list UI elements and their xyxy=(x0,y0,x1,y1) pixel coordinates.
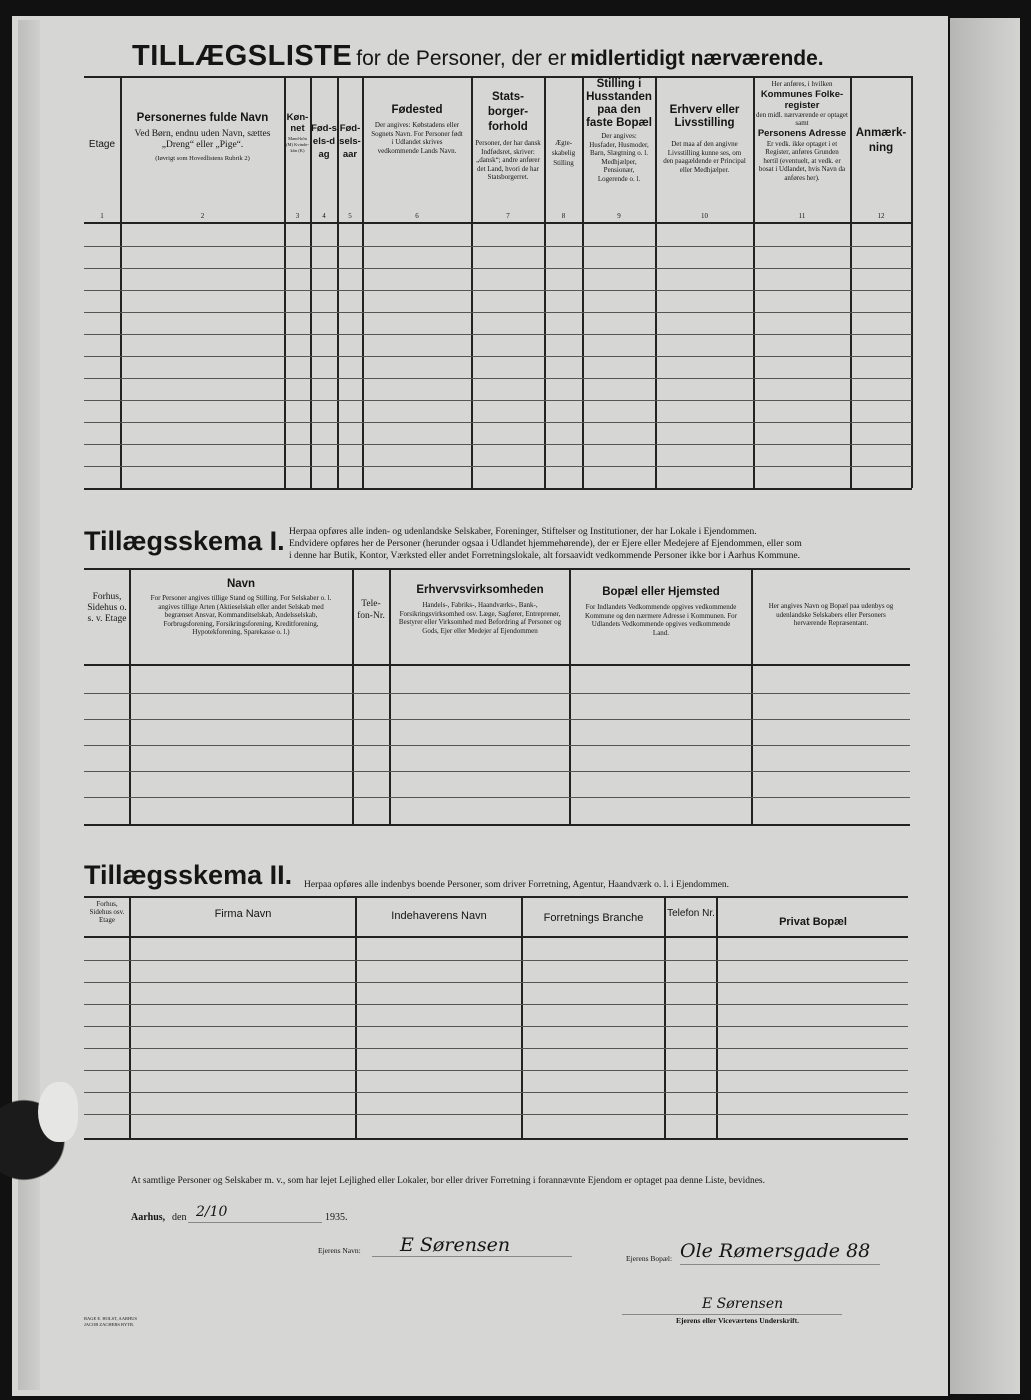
col-number: 7 xyxy=(506,212,510,220)
signature-label: Ejerens eller Viceværtens Underskrift. xyxy=(676,1316,800,1325)
table-row xyxy=(84,797,910,798)
fingertip xyxy=(38,1082,78,1142)
skema1-intro-line: i denne har Butik, Kontor, Værksted eller andet Forretningslokale, alt forsaavidt vedkommende Personer ikke bor i Aarhus Kommune. xyxy=(289,551,801,561)
table-row xyxy=(84,356,912,357)
col-number: 3 xyxy=(295,212,300,220)
skema1-header-rule xyxy=(84,664,910,666)
skema2-col-etage: Forhus, Sidehus osv. Etage xyxy=(89,900,125,924)
table-row xyxy=(84,693,910,694)
col-number: 1 xyxy=(100,212,104,220)
skema2-top-rule xyxy=(84,896,908,898)
col-header-aegteskabelig: Ægte-skabelig Stilling xyxy=(551,139,576,167)
col-divider xyxy=(716,896,718,1138)
skema1-title: Tillægsskema I. xyxy=(84,526,285,556)
table-row xyxy=(84,268,912,269)
col-header-foedselsaar: Fød-sels-aar xyxy=(339,123,361,160)
table-row xyxy=(84,1026,908,1027)
owner-address-label: Ejerens Bopæl: xyxy=(626,1254,673,1263)
table-row xyxy=(84,1114,908,1115)
col-header-anmaerkning: Anmærk-ning xyxy=(855,127,907,154)
col-divider xyxy=(521,896,523,1138)
table-row xyxy=(84,1048,908,1049)
signature-handwritten: E Sørensen xyxy=(702,1296,784,1312)
col-header-koennet: Køn-net Mand-kõn (M) Kvinde-kõn (K) xyxy=(286,112,309,153)
table-row xyxy=(84,444,912,445)
skema1-col-repraesentant: Her angives Navn og Bopæl paa udenbys og udenlandske Selskabers eller Personers herværende Repræsentant. xyxy=(768,602,894,627)
signature-line xyxy=(622,1314,842,1315)
col-number: 9 xyxy=(617,212,621,220)
owner-name-label: Ejerens Navn: xyxy=(318,1246,361,1255)
col-header-erhverv: Erhverv eller Livsstilling Det maa af den angivne Livsstilling kunne ses, om den paagældende er Principal eller Medhjælper. xyxy=(663,104,746,174)
date-handwritten: 2/10 xyxy=(196,1204,228,1220)
table-row xyxy=(84,312,912,313)
skema1-intro-line: Endvidere opføres her de Personer (herunder ogsaa i Udlandet hjemmehørende), der er Ejere eller Medejere af Ejendommen, eller som xyxy=(289,539,802,549)
table-row xyxy=(84,982,908,983)
city-label: Aarhus, xyxy=(131,1212,166,1223)
table-row xyxy=(84,290,912,291)
skema2-bottom-rule xyxy=(84,1138,908,1140)
skema2-intro: Herpaa opføres alle indenbys boende Personer, som driver Forretning, Agentur, Haandværk o. l. i Ejendommen. xyxy=(304,880,730,890)
col-number: 12 xyxy=(877,212,885,220)
table-bottom-rule xyxy=(84,488,912,490)
skema1-col-navn: Navn For Personer angives tillige Stand og Stilling. For Selskaber o. l. angives tillige Arten (Aktieselskab eller andet Selskab med begrænset Ansvar, Kommanditselskab, Andelsselskab, Forbrugsforening, Forsikringsforening, Kreditforening, Hypotekforening, Sparekasse o. l.) xyxy=(150,578,332,636)
col-number: 11 xyxy=(798,212,806,220)
den-label: den xyxy=(172,1212,187,1223)
skema1-top-rule xyxy=(84,568,910,570)
col-header-foedselsdag: Fød-sels-dag xyxy=(311,123,337,160)
table-top-rule xyxy=(84,76,912,78)
col-header-foedested: Fødested Der angives: Købstadens eller Sognets Navn. For Personer født i Udlandet skrives vedkommende Lands Navn. xyxy=(371,104,463,155)
col-number: 10 xyxy=(701,212,708,220)
adjacent-page xyxy=(950,18,1020,1394)
col-header-folkeregister: Her anføres, i hvilken Kommunes Folke-register den midl. nærværende er optaget samt Personens Adresse Er vedk. ikke optaget i et Register, anføres Grunden hertil (eventuelt, at vedk. er bosat i Udlandet, hvis Navn da anføres her). xyxy=(756,80,848,182)
skema1-col-telefon: Tele-fon-Nr. xyxy=(357,599,385,621)
table-row xyxy=(84,334,912,335)
skema1-col-bopael: Bopæl eller Hjemsted For Indlandets Vedkommende opgives vedkommende Kommune og den nærmere Adresse i Kommunen. For Udlandets Vedkommende opgives vedkommende Land. xyxy=(584,586,738,637)
col-divider xyxy=(355,896,357,1138)
table-row xyxy=(84,719,910,720)
printer-imprint: BAGE E. HOLST, AARHUS JACOB ZACHERS BYTR. xyxy=(84,1316,138,1327)
table-row xyxy=(84,960,908,961)
table-row xyxy=(84,771,910,772)
skema1-bottom-rule xyxy=(84,824,910,826)
skema2-header-rule xyxy=(84,936,908,938)
date-line xyxy=(188,1222,322,1223)
skema1-intro-line: Herpaa opføres alle inden- og udenlandske Selskaber, Foreninger, Stiftelser og Institutioner, der har Lokale i Ejendommen. xyxy=(289,527,757,537)
table-row xyxy=(84,422,912,423)
table-header-rule xyxy=(84,222,912,224)
table-row xyxy=(84,400,912,401)
skema1-col-erhverv: Erhvervsvirksomheden Handels-, Fabriks-, Haandværks-, Bank-, Forsikringsvirksomhed osv. Læge, Sagfører, Entreprenør, Bestyrer eller Virksomhed med Befordring af Personer og Gods, Ejer eller Medejer af Ejendommen xyxy=(398,584,562,635)
skema1-col-etage: Forhus, Sidehus o. s. v. Etage xyxy=(87,592,127,624)
list-title xyxy=(132,40,912,74)
title-bold: TILLÆGSLISTE xyxy=(132,40,353,72)
col-header-stilling: Stilling i Husstanden paa den faste Bopæl Der angives: Husfader, Husmoder, Barn, Slægtning o. l. Medhjælper, Pensionær, Logerende o. l. xyxy=(586,78,652,183)
col-number: 4 xyxy=(322,212,326,220)
owner-address-line xyxy=(680,1264,880,1265)
table-row xyxy=(84,246,912,247)
table-row xyxy=(84,1092,908,1093)
declaration-text: At samtlige Personer og Selskaber m. v., som har lejet Lejlighed eller Lokaler, bor eller driver Forretning i forannævnte Ejendom er optaget paa denne Liste, bevidnes. xyxy=(131,1176,765,1186)
table-row xyxy=(84,1004,908,1005)
col-header-statsborger: Stats-borger-forhold Personer, der har dansk Indfødsret, skriver: „dansk“; andre anfører det Land, hvori de har Statsborgerret. xyxy=(475,91,541,181)
col-number: 5 xyxy=(348,212,352,220)
col-number: 8 xyxy=(561,212,566,220)
col-divider xyxy=(911,76,913,488)
col-divider xyxy=(129,896,131,1138)
table-row xyxy=(84,378,912,379)
year-label: 1935. xyxy=(325,1212,348,1223)
table-row xyxy=(84,745,910,746)
skema2-col-branche: Forretnings Branche xyxy=(543,912,644,924)
skema2-col-privat-bopael: Privat Bopæl xyxy=(779,916,847,928)
skema2-col-firma: Firma Navn xyxy=(214,908,272,920)
skema2-col-telefon: Telefon Nr. xyxy=(667,908,715,919)
table-row xyxy=(84,1070,908,1071)
owner-address-handwritten: Ole Rømersgade 88 xyxy=(680,1240,871,1262)
skema2-col-indehaver: Indehaverens Navn xyxy=(391,910,487,922)
owner-name-handwritten: E Sørensen xyxy=(400,1234,511,1256)
col-number: 2 xyxy=(200,212,205,220)
table-row xyxy=(84,466,912,467)
title-end: midlertidigt nærværende. xyxy=(570,47,824,70)
col-number: 6 xyxy=(415,212,419,220)
title-mid: for de Personer, der er xyxy=(356,47,567,70)
owner-name-line xyxy=(372,1256,572,1257)
col-header-navn: Personernes fulde Navn Ved Børn, endnu uden Navn, sættes „Dreng“ eller „Pige“. (Iøvrigt som Hovedlistens Rubrik 2) xyxy=(134,112,271,162)
col-header-etage: Etage xyxy=(88,139,116,150)
col-divider xyxy=(664,896,666,1138)
skema2-title: Tillægsskema II. xyxy=(84,860,293,890)
skema1-intro xyxy=(289,526,914,562)
